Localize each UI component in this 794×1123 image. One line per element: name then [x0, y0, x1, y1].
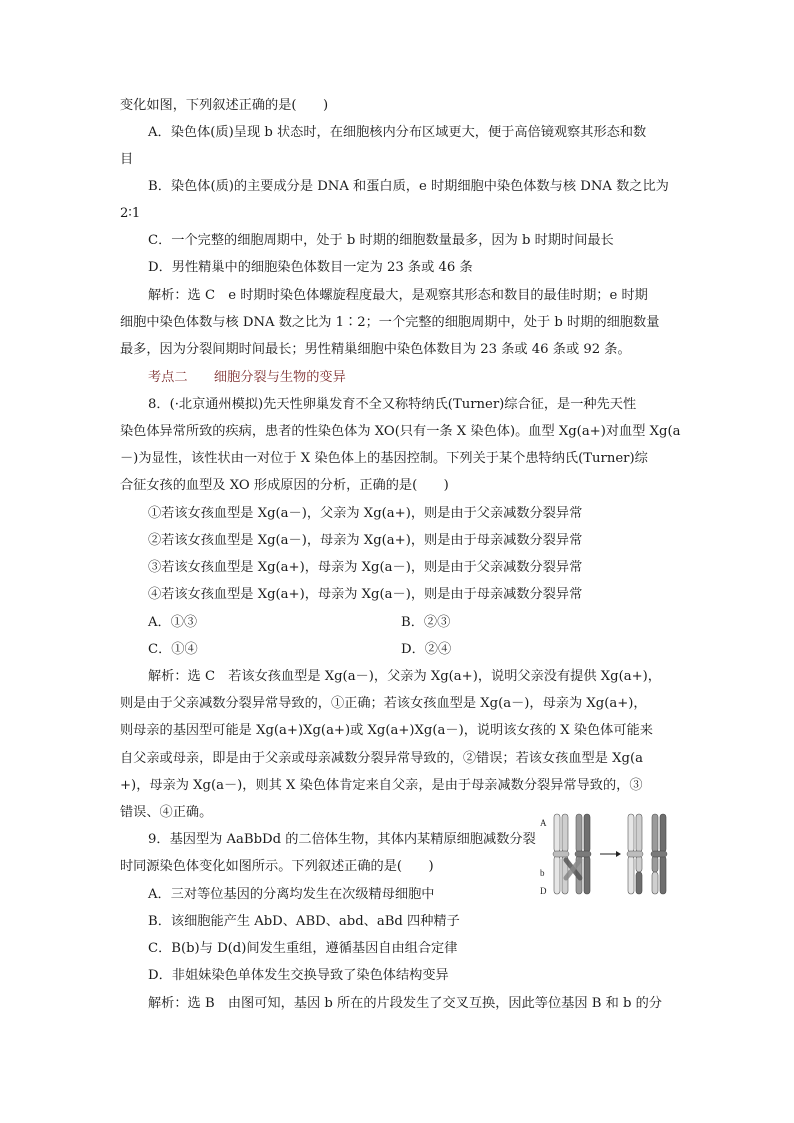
q8-stem-cont: －)为显性，该性状由一对位于 X 染色体上的基因控制。下列关于某个患特纳氏(Turner)综 [120, 451, 648, 466]
q8-item-3: ③若该女孩血型是 Xg(a+)，母亲为 Xg(a－)，则是由于父亲减数分裂异常 [148, 560, 583, 575]
q7-answer-cont: 细胞中染色体数与核 DNA 数之比为 1∶2；一个完整的细胞周期中，处于 b 时期的细胞数量 [120, 315, 660, 330]
q8-item-4: ④若该女孩血型是 Xg(a+)，母亲为 Xg(a－)，则是由于母亲减数分裂异常 [148, 587, 583, 602]
q8-answer: 解析：选 C 若该女孩血型是 Xg(a－)，父亲为 Xg(a+)，说明父亲没有提供 Xg(a+)， [148, 669, 661, 684]
q8-item-2: ②若该女孩血型是 Xg(a－)，母亲为 Xg(a+)，则是由于母亲减数分裂异常 [148, 533, 583, 548]
q8-stem: 8．(·北京通州模拟)先天性卵巢发育不全又称特纳氏(Turner)综合征，是一种先天性 [148, 397, 637, 412]
q8-answer-cont: +)，母亲为 Xg(a－)，则其 X 染色体肯定来自父亲，是由于母亲减数分裂异常导致的，③ [120, 778, 643, 793]
chromosome-pair-before [553, 814, 591, 894]
q8-stem-cont: 染色体异常所致的疾病，患者的性染色体为 XO(只有一条 X 染色体)。血型 Xg(a+)对血型 Xg(a [120, 424, 681, 439]
q8-answer-cont: 自父亲或母亲，即是由于父亲或母亲减数分裂异常导致的，②错误；若该女孩血型是 Xg(a [120, 751, 643, 766]
q7-option-a: A．染色体(质)呈现 b 状态时，在细胞核内分布区域更大，便于高倍镜观察其形态和数 [148, 125, 647, 140]
q8-answer-cont: 则母亲的基因型可能是 Xg(a+)Xg(a+)或 Xg(a+)Xg(a－)，说明该女孩的 X 染色体可能来 [120, 723, 653, 738]
q7-stem: 变化如图，下列叙述正确的是( ) [120, 98, 329, 113]
q7-answer-cont: 最多，因为分裂间期时间最长；男性精巢细胞中染色体数目为 23 条或 46 条或 92 条。 [120, 342, 631, 357]
arrow-icon [600, 851, 621, 857]
section-heading: 考点二 细胞分裂与生物的变异 [148, 370, 346, 385]
q8-option-a: A．①③ [148, 615, 198, 630]
q9-option-a: A．三对等位基因的分离均发生在次级精母细胞中 [148, 887, 435, 902]
chromosome-crossover-figure [536, 808, 682, 902]
label-b: b [540, 868, 545, 878]
q8-option-b: B．②③ [401, 615, 451, 630]
q9-option-d: D．非姐妹染色单体发生交换导致了染色体结构变异 [148, 968, 449, 983]
q8-answer-cont: 错误、④正确。 [120, 805, 213, 820]
label-d: D [540, 886, 547, 896]
q9-stem: 9．基因型为 AaBbDd 的二倍体生物，其体内某精原细胞减数分裂 [148, 832, 536, 847]
q8-stem-cont: 合征女孩的血型及 XO 形成原因的分析，正确的是( ) [120, 478, 449, 493]
q8-item-1: ①若该女孩血型是 Xg(a－)，父亲为 Xg(a+)，则是由于父亲减数分裂异常 [148, 506, 583, 521]
q7-option-c: C．一个完整的细胞周期中，处于 b 时期的细胞数量最多，因为 b 时期时间最长 [148, 233, 614, 248]
q8-answer-cont: 则是由于父亲减数分裂异常导致的，①正确；若该女孩血型是 Xg(a－)，母亲为 Xg(a+)， [120, 696, 647, 711]
q9-stem-cont: 时同源染色体变化如图所示。下列叙述正确的是( ) [120, 859, 434, 874]
q8-option-d: D．②④ [401, 642, 452, 657]
q8-option-c: C．①④ [148, 642, 198, 657]
q7-answer: 解析：选 C e 时期时染色体螺旋程度最大，是观察其形态和数目的最佳时期；e 时期 [148, 288, 648, 303]
chromosome-pair-after [627, 814, 667, 894]
label-a: A [540, 818, 547, 828]
q9-answer: 解析：选 B 由图可知，基因 b 所在的片段发生了交叉互换，因此等位基因 B 和 b 的分 [148, 996, 662, 1011]
q7-option-b-cont: 2∶1 [120, 206, 141, 221]
q7-option-a-cont: 目 [120, 152, 134, 167]
q9-option-b: B．该细胞能产生 AbD、ABD、abd、aBd 四种精子 [148, 914, 460, 929]
q7-option-d: D．男性精巢中的细胞染色体数目一定为 23 条或 46 条 [148, 260, 473, 275]
q9-option-c: C．B(b)与 D(d)间发生重组，遵循基因自由组合定律 [148, 941, 458, 956]
q7-option-b: B．染色体(质)的主要成分是 DNA 和蛋白质，e 时期细胞中染色体数与核 DNA 数之比为 [148, 179, 669, 194]
